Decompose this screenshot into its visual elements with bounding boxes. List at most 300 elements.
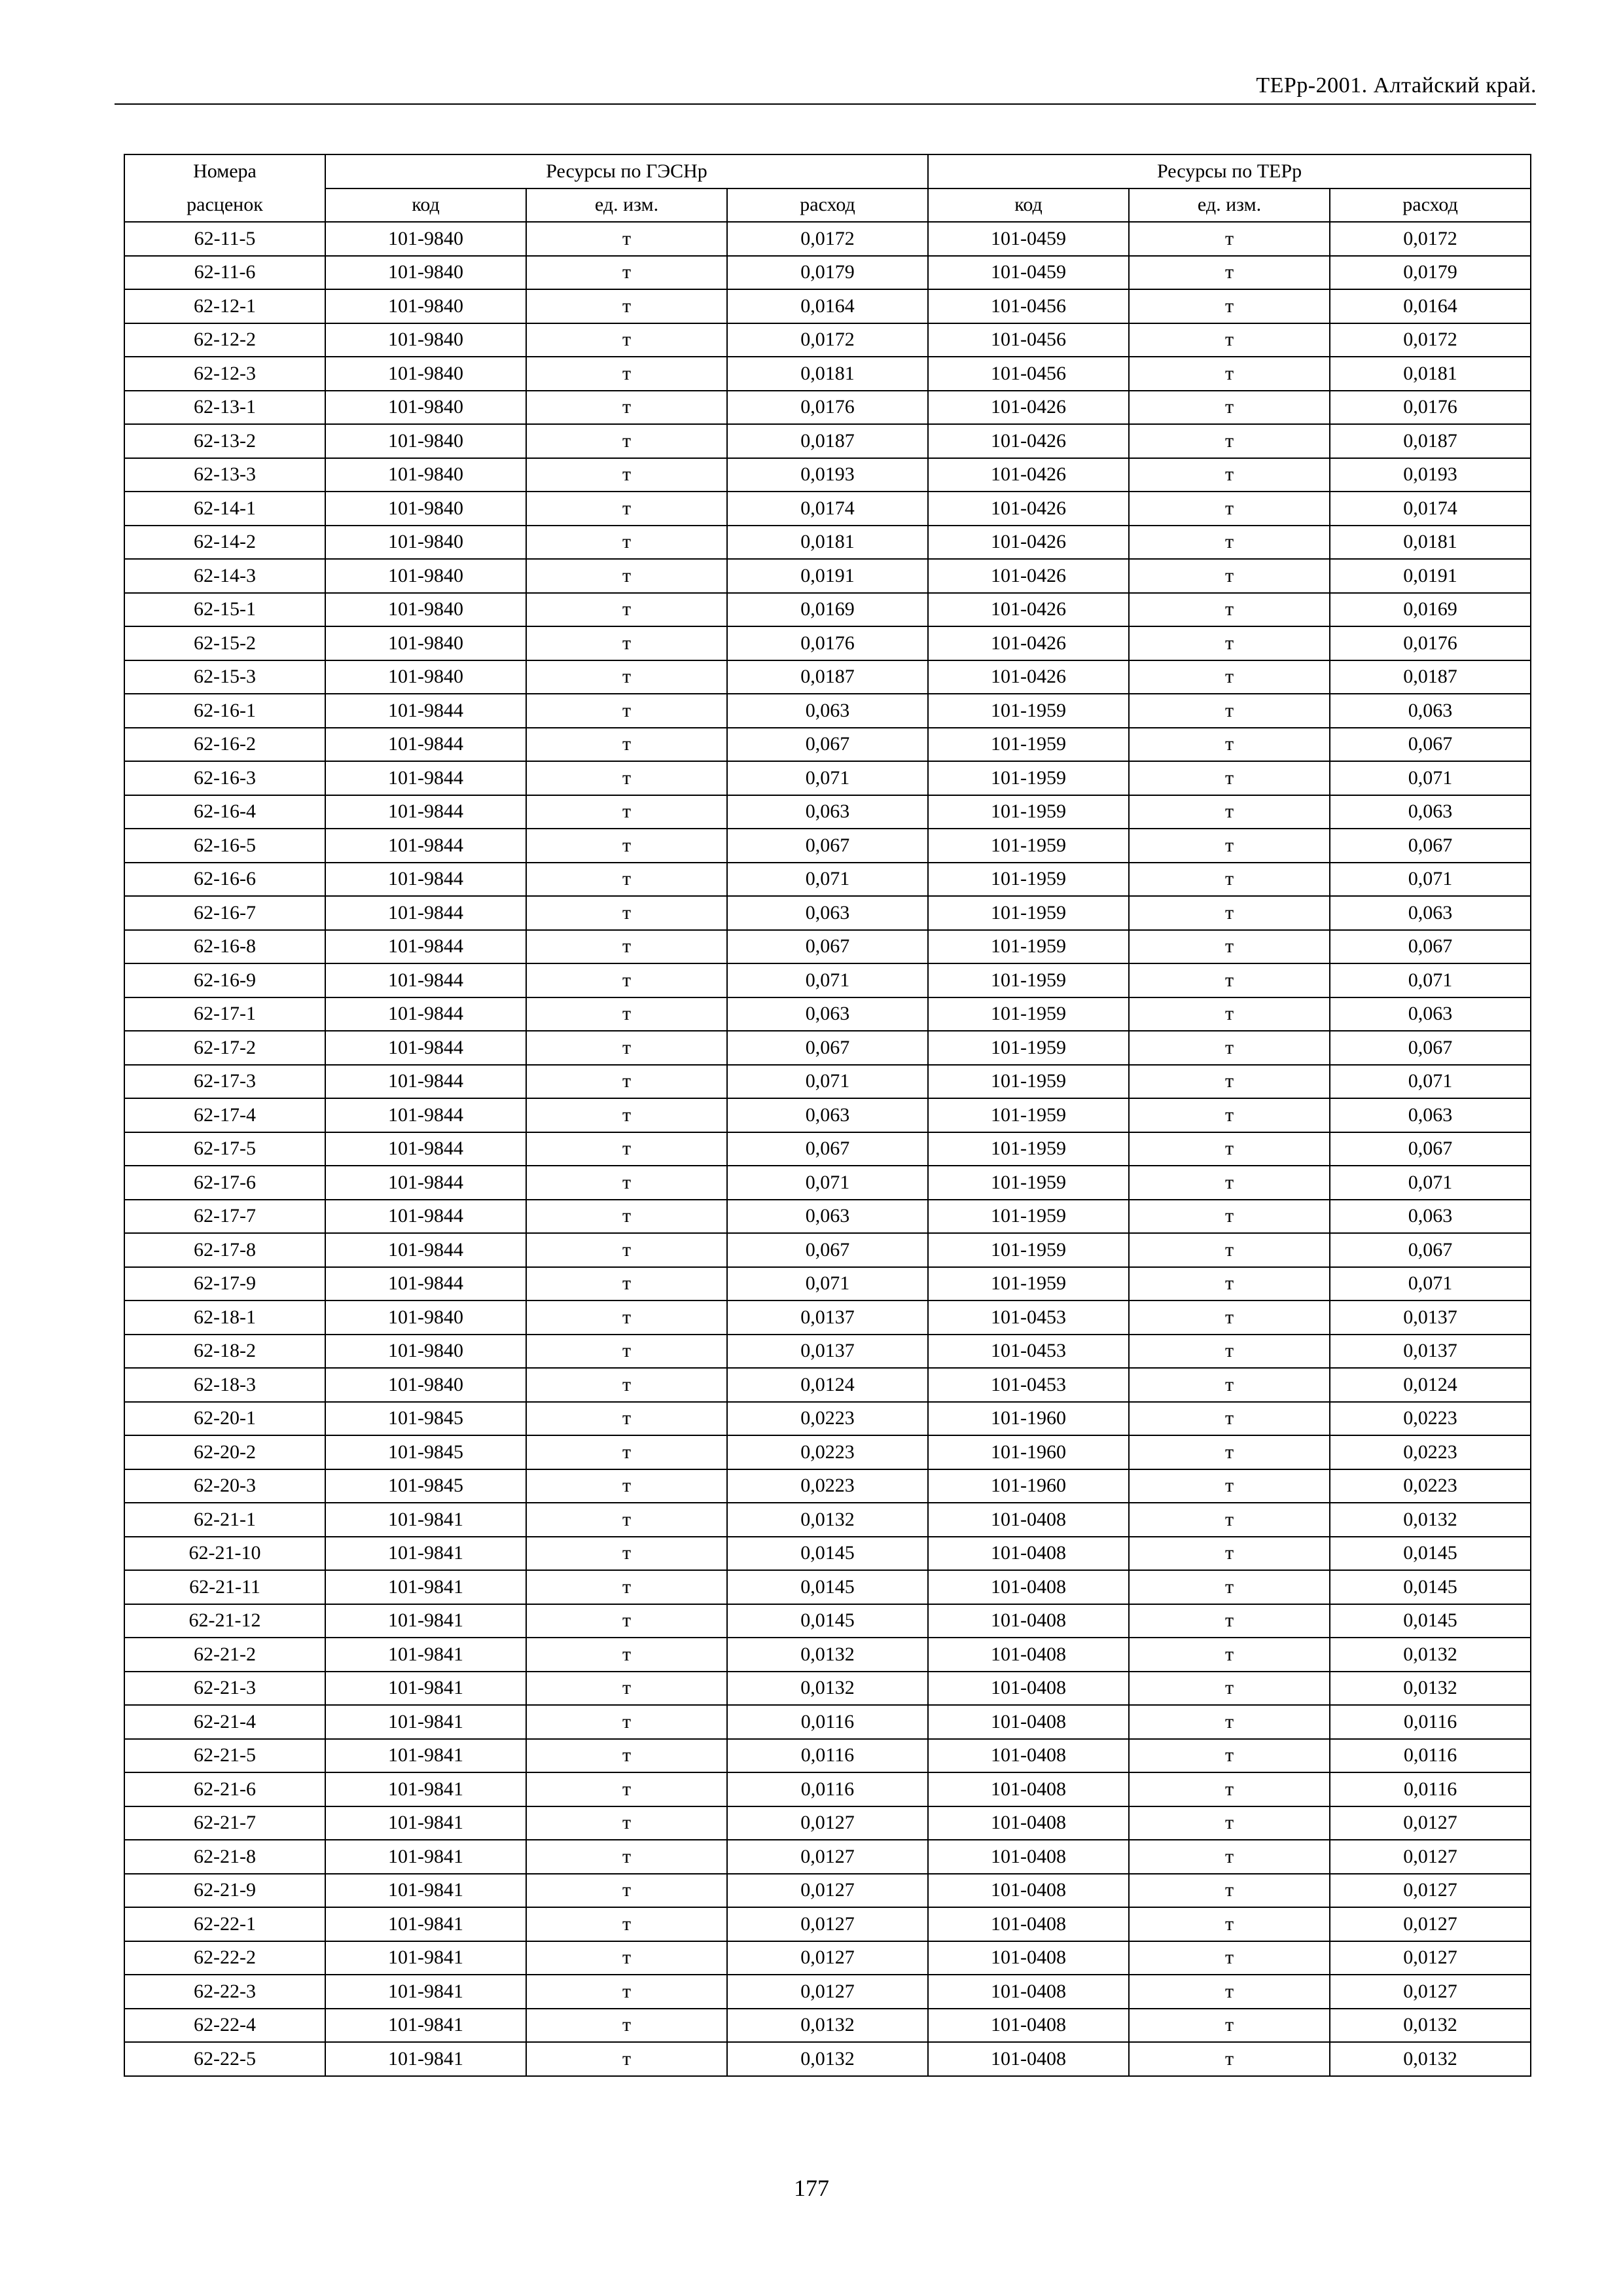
cell-ter-code: 101-1959 — [928, 963, 1129, 997]
cell-ter-consumption: 0,0127 — [1330, 1806, 1531, 1840]
cell-ter-code: 101-0408 — [928, 1537, 1129, 1571]
cell-gesn-consumption: 0,0172 — [727, 323, 928, 357]
table-header-row-sub — [124, 188, 1531, 223]
cell-gesn-unit: т — [526, 1570, 727, 1604]
cell-rate-number: 62-22-1 — [124, 1907, 325, 1941]
cell-gesn-unit: т — [526, 1907, 727, 1941]
cell-rate-number: 62-17-2 — [124, 1031, 325, 1065]
cell-gesn-unit: т — [526, 1941, 727, 1975]
cell-ter-code: 101-1960 — [928, 1402, 1129, 1436]
cell-gesn-code: 101-9845 — [325, 1402, 526, 1436]
cell-rate-number: 62-21-5 — [124, 1739, 325, 1773]
cell-ter-unit: т — [1129, 1705, 1330, 1739]
table-row — [124, 2042, 1531, 2076]
cell-gesn-consumption: 0,0169 — [727, 593, 928, 627]
cell-rate-number: 62-13-1 — [124, 391, 325, 425]
cell-rate-number: 62-17-3 — [124, 1065, 325, 1099]
cell-ter-unit: т — [1129, 1166, 1330, 1200]
cell-gesn-code: 101-9841 — [325, 1739, 526, 1773]
cell-ter-code: 101-0459 — [928, 222, 1129, 256]
cell-ter-consumption: 0,0179 — [1330, 256, 1531, 290]
cell-gesn-unit: т — [526, 357, 727, 391]
cell-gesn-unit: т — [526, 795, 727, 829]
table-row — [124, 694, 1531, 728]
cell-gesn-code: 101-9845 — [325, 1469, 526, 1503]
cell-gesn-unit: т — [526, 526, 727, 560]
table-row — [124, 1300, 1531, 1335]
cell-ter-consumption: 0,063 — [1330, 997, 1531, 1031]
cell-gesn-code: 101-9844 — [325, 1200, 526, 1234]
table-row — [124, 222, 1531, 256]
cell-gesn-consumption: 0,0132 — [727, 1672, 928, 1706]
cell-gesn-code: 101-9840 — [325, 526, 526, 560]
cell-rate-number: 62-16-3 — [124, 761, 325, 795]
cell-gesn-code: 101-9840 — [325, 391, 526, 425]
cell-gesn-unit: т — [526, 1031, 727, 1065]
table-row — [124, 1537, 1531, 1571]
cell-ter-code: 101-0408 — [928, 2009, 1129, 2043]
cell-ter-unit: т — [1129, 1267, 1330, 1301]
cell-ter-code: 101-0408 — [928, 1638, 1129, 1672]
cell-ter-unit: т — [1129, 1233, 1330, 1267]
resources-table — [124, 154, 1531, 2077]
cell-gesn-code: 101-9844 — [325, 997, 526, 1031]
cell-ter-unit: т — [1129, 1200, 1330, 1234]
cell-rate-number: 62-21-9 — [124, 1874, 325, 1908]
cell-rate-number: 62-20-2 — [124, 1435, 325, 1469]
table-row — [124, 930, 1531, 964]
cell-rate-number: 62-13-3 — [124, 458, 325, 492]
cell-gesn-code: 101-9844 — [325, 1132, 526, 1166]
running-header: ТЕРр-2001. Алтайский край. — [1256, 73, 1537, 98]
cell-gesn-consumption: 0,0132 — [727, 2009, 928, 2043]
cell-gesn-consumption: 0,063 — [727, 694, 928, 728]
cell-gesn-unit: т — [526, 1537, 727, 1571]
cell-rate-number: 62-22-4 — [124, 2009, 325, 2043]
cell-ter-consumption: 0,063 — [1330, 1098, 1531, 1132]
cell-ter-consumption: 0,063 — [1330, 795, 1531, 829]
cell-ter-unit: т — [1129, 1739, 1330, 1773]
table-row — [124, 1065, 1531, 1099]
cell-ter-code: 101-1959 — [928, 1065, 1129, 1099]
table-row — [124, 761, 1531, 795]
table-row — [124, 1840, 1531, 1874]
col-gesn-code-header: код — [325, 188, 526, 223]
table-row — [124, 1907, 1531, 1941]
cell-gesn-unit: т — [526, 694, 727, 728]
cell-rate-number: 62-14-1 — [124, 492, 325, 526]
cell-ter-consumption: 0,0137 — [1330, 1335, 1531, 1369]
table-row — [124, 1335, 1531, 1369]
cell-gesn-consumption: 0,0191 — [727, 559, 928, 593]
cell-gesn-unit: т — [526, 829, 727, 863]
cell-gesn-code: 101-9841 — [325, 1537, 526, 1571]
cell-ter-code: 101-0408 — [928, 2042, 1129, 2076]
cell-ter-code: 101-0408 — [928, 1941, 1129, 1975]
cell-gesn-consumption: 0,071 — [727, 963, 928, 997]
cell-gesn-unit: т — [526, 1638, 727, 1672]
table-row — [124, 1469, 1531, 1503]
cell-ter-consumption: 0,0187 — [1330, 660, 1531, 694]
cell-gesn-unit: т — [526, 323, 727, 357]
cell-rate-number: 62-21-1 — [124, 1503, 325, 1537]
cell-ter-unit: т — [1129, 526, 1330, 560]
cell-ter-consumption: 0,0127 — [1330, 1874, 1531, 1908]
group-header-gesn: Ресурсы по ГЭСНр — [325, 154, 928, 188]
table-row — [124, 526, 1531, 560]
cell-gesn-unit: т — [526, 1435, 727, 1469]
cell-gesn-code: 101-9841 — [325, 2009, 526, 2043]
cell-rate-number: 62-13-2 — [124, 424, 325, 458]
cell-rate-number: 62-15-1 — [124, 593, 325, 627]
cell-ter-unit: т — [1129, 2042, 1330, 2076]
cell-gesn-code: 101-9844 — [325, 1233, 526, 1267]
cell-ter-unit: т — [1129, 2009, 1330, 2043]
cell-rate-number: 62-16-2 — [124, 728, 325, 762]
cell-ter-consumption: 0,0176 — [1330, 626, 1531, 660]
cell-ter-consumption: 0,067 — [1330, 1233, 1531, 1267]
cell-gesn-code: 101-9840 — [325, 424, 526, 458]
table-row — [124, 1435, 1531, 1469]
cell-gesn-unit: т — [526, 896, 727, 930]
cell-ter-unit: т — [1129, 492, 1330, 526]
cell-gesn-consumption: 0,071 — [727, 1065, 928, 1099]
cell-ter-code: 101-1959 — [928, 694, 1129, 728]
cell-gesn-consumption: 0,0176 — [727, 391, 928, 425]
table-head — [124, 154, 1531, 222]
cell-ter-unit: т — [1129, 1840, 1330, 1874]
table-row — [124, 626, 1531, 660]
cell-gesn-consumption: 0,067 — [727, 1132, 928, 1166]
cell-ter-consumption: 0,0132 — [1330, 2042, 1531, 2076]
cell-ter-code: 101-0408 — [928, 1772, 1129, 1806]
cell-gesn-unit: т — [526, 660, 727, 694]
cell-rate-number: 62-21-4 — [124, 1705, 325, 1739]
cell-gesn-code: 101-9844 — [325, 795, 526, 829]
table-row — [124, 1975, 1531, 2009]
cell-gesn-code: 101-9844 — [325, 761, 526, 795]
cell-ter-unit: т — [1129, 1335, 1330, 1369]
cell-gesn-code: 101-9840 — [325, 289, 526, 323]
cell-rate-number: 62-21-7 — [124, 1806, 325, 1840]
cell-gesn-unit: т — [526, 930, 727, 964]
table-row — [124, 896, 1531, 930]
cell-ter-code: 101-0408 — [928, 1672, 1129, 1706]
table-row — [124, 1638, 1531, 1672]
table-row — [124, 795, 1531, 829]
cell-ter-unit: т — [1129, 323, 1330, 357]
cell-gesn-code: 101-9841 — [325, 1570, 526, 1604]
cell-rate-number: 62-21-11 — [124, 1570, 325, 1604]
cell-ter-unit: т — [1129, 222, 1330, 256]
cell-rate-number: 62-17-8 — [124, 1233, 325, 1267]
table-row — [124, 593, 1531, 627]
cell-rate-number: 62-17-1 — [124, 997, 325, 1031]
cell-ter-unit: т — [1129, 1469, 1330, 1503]
cell-ter-consumption: 0,063 — [1330, 694, 1531, 728]
cell-gesn-code: 101-9841 — [325, 1975, 526, 2009]
cell-rate-number: 62-18-2 — [124, 1335, 325, 1369]
cell-gesn-consumption: 0,0181 — [727, 357, 928, 391]
cell-ter-code: 101-1959 — [928, 1267, 1129, 1301]
cell-ter-code: 101-0408 — [928, 1907, 1129, 1941]
cell-ter-consumption: 0,0137 — [1330, 1300, 1531, 1335]
cell-rate-number: 62-15-3 — [124, 660, 325, 694]
cell-ter-consumption: 0,0132 — [1330, 1672, 1531, 1706]
cell-rate-number: 62-21-12 — [124, 1604, 325, 1638]
cell-ter-unit: т — [1129, 458, 1330, 492]
cell-ter-consumption: 0,071 — [1330, 1267, 1531, 1301]
cell-gesn-code: 101-9840 — [325, 626, 526, 660]
cell-ter-consumption: 0,0187 — [1330, 424, 1531, 458]
table-row — [124, 863, 1531, 897]
cell-gesn-unit: т — [526, 1233, 727, 1267]
table-row — [124, 357, 1531, 391]
cell-ter-code: 101-0426 — [928, 526, 1129, 560]
cell-ter-consumption: 0,0145 — [1330, 1537, 1531, 1571]
cell-gesn-code: 101-9844 — [325, 694, 526, 728]
cell-gesn-consumption: 0,0164 — [727, 289, 928, 323]
cell-ter-code: 101-0426 — [928, 458, 1129, 492]
cell-ter-code: 101-0426 — [928, 492, 1129, 526]
cell-ter-code: 101-0408 — [928, 1503, 1129, 1537]
cell-gesn-unit: т — [526, 1469, 727, 1503]
cell-rate-number: 62-17-6 — [124, 1166, 325, 1200]
cell-gesn-consumption: 0,0124 — [727, 1368, 928, 1402]
cell-gesn-consumption: 0,0137 — [727, 1335, 928, 1369]
cell-ter-unit: т — [1129, 357, 1330, 391]
cell-gesn-consumption: 0,0127 — [727, 1907, 928, 1941]
cell-gesn-unit: т — [526, 1300, 727, 1335]
cell-gesn-code: 101-9844 — [325, 829, 526, 863]
cell-gesn-consumption: 0,063 — [727, 1098, 928, 1132]
cell-gesn-consumption: 0,063 — [727, 997, 928, 1031]
cell-rate-number: 62-17-9 — [124, 1267, 325, 1301]
cell-gesn-unit: т — [526, 256, 727, 290]
cell-gesn-unit: т — [526, 1065, 727, 1099]
cell-rate-number: 62-18-1 — [124, 1300, 325, 1335]
cell-ter-consumption: 0,063 — [1330, 1200, 1531, 1234]
cell-ter-code: 101-0426 — [928, 660, 1129, 694]
cell-ter-unit: т — [1129, 391, 1330, 425]
cell-gesn-unit: т — [526, 391, 727, 425]
cell-gesn-code: 101-9840 — [325, 1300, 526, 1335]
cell-rate-number: 62-21-2 — [124, 1638, 325, 1672]
cell-rate-number: 62-22-2 — [124, 1941, 325, 1975]
cell-ter-code: 101-0426 — [928, 593, 1129, 627]
table-row — [124, 660, 1531, 694]
cell-ter-code: 101-0408 — [928, 1840, 1129, 1874]
cell-ter-unit: т — [1129, 863, 1330, 897]
cell-gesn-code: 101-9841 — [325, 1638, 526, 1672]
cell-ter-code: 101-0453 — [928, 1368, 1129, 1402]
cell-gesn-unit: т — [526, 1975, 727, 2009]
cell-ter-consumption: 0,071 — [1330, 863, 1531, 897]
cell-ter-code: 101-0453 — [928, 1300, 1129, 1335]
cell-ter-unit: т — [1129, 1402, 1330, 1436]
cell-ter-consumption: 0,067 — [1330, 1132, 1531, 1166]
cell-gesn-code: 101-9840 — [325, 1335, 526, 1369]
cell-gesn-consumption: 0,0132 — [727, 1638, 928, 1672]
cell-ter-code: 101-0453 — [928, 1335, 1129, 1369]
cell-ter-unit: т — [1129, 660, 1330, 694]
table-row — [124, 1200, 1531, 1234]
cell-ter-consumption: 0,0174 — [1330, 492, 1531, 526]
table-row — [124, 1570, 1531, 1604]
cell-gesn-consumption: 0,0172 — [727, 222, 928, 256]
cell-ter-consumption: 0,0145 — [1330, 1604, 1531, 1638]
table-row — [124, 1267, 1531, 1301]
cell-ter-unit: т — [1129, 1570, 1330, 1604]
cell-ter-code: 101-0426 — [928, 626, 1129, 660]
cell-ter-consumption: 0,0172 — [1330, 222, 1531, 256]
cell-gesn-code: 101-9841 — [325, 2042, 526, 2076]
table-row — [124, 1672, 1531, 1706]
cell-rate-number: 62-18-3 — [124, 1368, 325, 1402]
cell-ter-code: 101-0408 — [928, 1570, 1129, 1604]
cell-ter-unit: т — [1129, 256, 1330, 290]
cell-gesn-unit: т — [526, 424, 727, 458]
cell-gesn-unit: т — [526, 1098, 727, 1132]
table-row — [124, 391, 1531, 425]
cell-ter-code: 101-1959 — [928, 761, 1129, 795]
cell-rate-number: 62-16-5 — [124, 829, 325, 863]
cell-gesn-unit: т — [526, 1672, 727, 1706]
cell-gesn-unit: т — [526, 997, 727, 1031]
cell-rate-number: 62-21-3 — [124, 1672, 325, 1706]
cell-gesn-unit: т — [526, 1200, 727, 1234]
cell-gesn-consumption: 0,0223 — [727, 1402, 928, 1436]
cell-rate-number: 62-12-3 — [124, 357, 325, 391]
cell-ter-consumption: 0,0127 — [1330, 1941, 1531, 1975]
cell-ter-code: 101-1959 — [928, 863, 1129, 897]
cell-ter-code: 101-1959 — [928, 930, 1129, 964]
cell-ter-unit: т — [1129, 1772, 1330, 1806]
cell-gesn-code: 101-9844 — [325, 1166, 526, 1200]
cell-ter-unit: т — [1129, 626, 1330, 660]
table-row — [124, 1941, 1531, 1975]
cell-rate-number: 62-16-8 — [124, 930, 325, 964]
cell-gesn-unit: т — [526, 1840, 727, 1874]
cell-ter-unit: т — [1129, 1503, 1330, 1537]
cell-ter-code: 101-1959 — [928, 1031, 1129, 1065]
col-number-header-top: Номера — [124, 154, 325, 188]
cell-ter-code: 101-1959 — [928, 1166, 1129, 1200]
cell-ter-consumption: 0,067 — [1330, 1031, 1531, 1065]
cell-rate-number: 62-11-6 — [124, 256, 325, 290]
cell-gesn-code: 101-9844 — [325, 930, 526, 964]
cell-ter-consumption: 0,0124 — [1330, 1368, 1531, 1402]
cell-ter-consumption: 0,067 — [1330, 829, 1531, 863]
cell-gesn-unit: т — [526, 1166, 727, 1200]
col-ter-code-header: код — [928, 188, 1129, 223]
cell-ter-consumption: 0,0116 — [1330, 1705, 1531, 1739]
table-row — [124, 1031, 1531, 1065]
cell-gesn-consumption: 0,0116 — [727, 1705, 928, 1739]
table-row — [124, 728, 1531, 762]
col-number-header-bottom: расценок — [124, 188, 325, 223]
cell-gesn-unit: т — [526, 1806, 727, 1840]
cell-ter-consumption: 0,0193 — [1330, 458, 1531, 492]
cell-ter-unit: т — [1129, 694, 1330, 728]
table-row — [124, 458, 1531, 492]
cell-gesn-unit: т — [526, 1772, 727, 1806]
cell-ter-unit: т — [1129, 289, 1330, 323]
table-row — [124, 1233, 1531, 1267]
cell-ter-unit: т — [1129, 761, 1330, 795]
cell-gesn-code: 101-9841 — [325, 1907, 526, 1941]
cell-ter-consumption: 0,0176 — [1330, 391, 1531, 425]
cell-rate-number: 62-17-7 — [124, 1200, 325, 1234]
cell-gesn-code: 101-9841 — [325, 1840, 526, 1874]
cell-rate-number: 62-22-5 — [124, 2042, 325, 2076]
cell-gesn-consumption: 0,0187 — [727, 660, 928, 694]
cell-gesn-consumption: 0,071 — [727, 1267, 928, 1301]
table-row — [124, 1874, 1531, 1908]
cell-gesn-code: 101-9841 — [325, 1874, 526, 1908]
cell-ter-consumption: 0,0169 — [1330, 593, 1531, 627]
cell-ter-consumption: 0,063 — [1330, 896, 1531, 930]
table-row — [124, 289, 1531, 323]
cell-ter-code: 101-1960 — [928, 1469, 1129, 1503]
cell-ter-unit: т — [1129, 1435, 1330, 1469]
table-row — [124, 323, 1531, 357]
cell-ter-consumption: 0,0116 — [1330, 1739, 1531, 1773]
cell-ter-code: 101-0456 — [928, 323, 1129, 357]
table-row — [124, 559, 1531, 593]
cell-ter-code: 101-1960 — [928, 1435, 1129, 1469]
cell-gesn-code: 101-9840 — [325, 1368, 526, 1402]
cell-ter-code: 101-1959 — [928, 1233, 1129, 1267]
cell-gesn-consumption: 0,0145 — [727, 1570, 928, 1604]
cell-ter-unit: т — [1129, 1907, 1330, 1941]
cell-gesn-code: 101-9840 — [325, 222, 526, 256]
col-gesn-consumption-header: расход — [727, 188, 928, 223]
cell-ter-unit: т — [1129, 1672, 1330, 1706]
cell-ter-unit: т — [1129, 1874, 1330, 1908]
cell-gesn-consumption: 0,067 — [727, 930, 928, 964]
cell-ter-unit: т — [1129, 896, 1330, 930]
cell-ter-unit: т — [1129, 1537, 1330, 1571]
page-number: 177 — [794, 2175, 829, 2201]
cell-gesn-code: 101-9841 — [325, 1705, 526, 1739]
cell-rate-number: 62-16-7 — [124, 896, 325, 930]
cell-ter-unit: т — [1129, 1098, 1330, 1132]
cell-gesn-unit: т — [526, 1604, 727, 1638]
cell-ter-consumption: 0,0132 — [1330, 2009, 1531, 2043]
cell-ter-consumption: 0,067 — [1330, 930, 1531, 964]
cell-gesn-code: 101-9840 — [325, 492, 526, 526]
cell-gesn-unit: т — [526, 963, 727, 997]
cell-gesn-code: 101-9845 — [325, 1435, 526, 1469]
cell-ter-code: 101-1959 — [928, 1098, 1129, 1132]
cell-ter-code: 101-1959 — [928, 1132, 1129, 1166]
table-row — [124, 1604, 1531, 1638]
cell-ter-unit: т — [1129, 1065, 1330, 1099]
cell-gesn-consumption: 0,067 — [727, 1233, 928, 1267]
cell-gesn-consumption: 0,0145 — [727, 1604, 928, 1638]
cell-ter-consumption: 0,0145 — [1330, 1570, 1531, 1604]
header-rule — [115, 103, 1536, 105]
cell-gesn-consumption: 0,0193 — [727, 458, 928, 492]
cell-gesn-unit: т — [526, 1739, 727, 1773]
table-row — [124, 2009, 1531, 2043]
cell-ter-unit: т — [1129, 559, 1330, 593]
cell-gesn-code: 101-9841 — [325, 1772, 526, 1806]
cell-ter-consumption: 0,071 — [1330, 761, 1531, 795]
table-row — [124, 492, 1531, 526]
cell-ter-consumption: 0,0132 — [1330, 1503, 1531, 1537]
